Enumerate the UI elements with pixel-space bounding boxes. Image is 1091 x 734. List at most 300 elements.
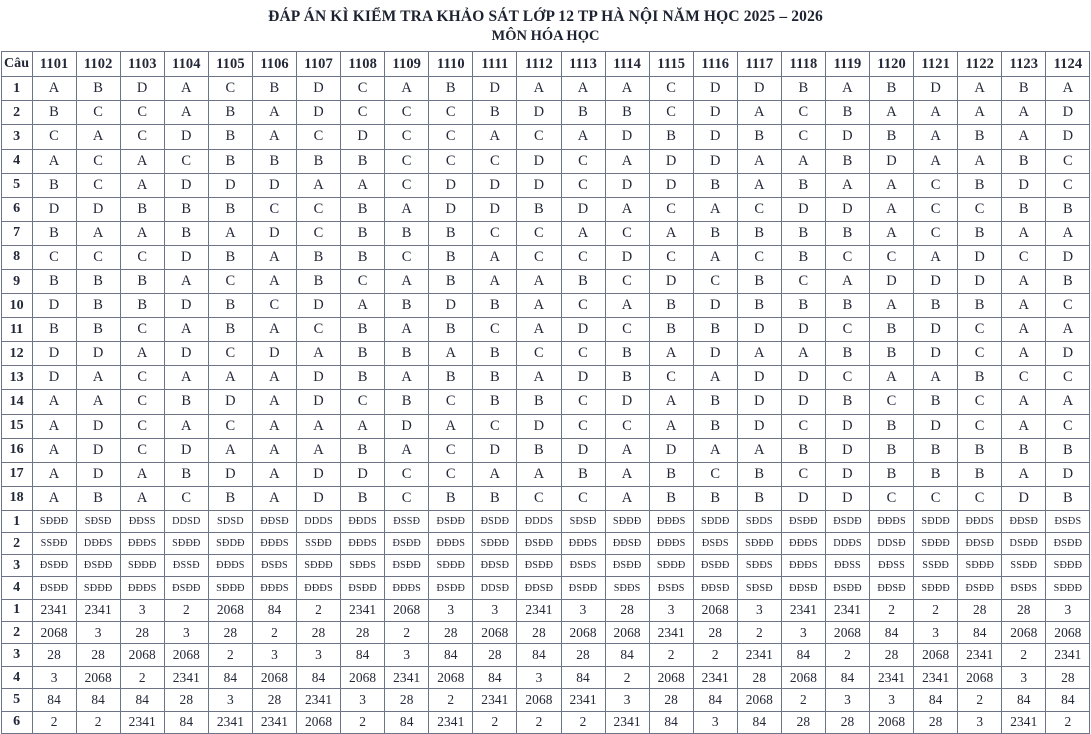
answer-cell-number: 2 bbox=[781, 689, 825, 711]
table-body-multiple-choice bbox=[1, 77, 1090, 511]
answer-cell-number: 2341 bbox=[429, 711, 473, 733]
answer-cell-truefalse: ĐĐĐS bbox=[781, 555, 825, 577]
answer-cell-letter: D bbox=[517, 414, 561, 438]
answer-cell-number: 3 bbox=[605, 689, 649, 711]
answer-cell-letter: D bbox=[605, 390, 649, 414]
answer-cell-number: 2 bbox=[252, 622, 296, 644]
row-number: 1 bbox=[1, 77, 32, 101]
answer-cell-letter: B bbox=[341, 197, 385, 221]
answer-cell-number: 2 bbox=[958, 689, 1002, 711]
answer-cell-letter: C bbox=[605, 318, 649, 342]
answer-cell-letter: A bbox=[914, 101, 958, 125]
answer-cell-number: 28 bbox=[693, 622, 737, 644]
answer-cell-letter: B bbox=[120, 269, 164, 293]
answer-cell-letter: B bbox=[781, 77, 825, 101]
answer-cell-letter: C bbox=[429, 462, 473, 486]
table-row bbox=[1, 622, 1090, 644]
row-number: 4 bbox=[1, 577, 32, 599]
answer-cell-letter: A bbox=[252, 438, 296, 462]
answer-cell-number: 3 bbox=[385, 644, 429, 666]
answer-cell-letter: C bbox=[120, 245, 164, 269]
answer-cell-truefalse: ĐDDS bbox=[517, 510, 561, 532]
answer-cell-truefalse: SĐĐS bbox=[737, 555, 781, 577]
answer-cell-letter: A bbox=[1002, 294, 1046, 318]
answer-key-table bbox=[1, 51, 1091, 734]
answer-cell-number: 2341 bbox=[120, 711, 164, 733]
answer-cell-number: 2 bbox=[914, 599, 958, 621]
answer-cell-letter: A bbox=[341, 414, 385, 438]
answer-cell-letter: A bbox=[297, 342, 341, 366]
answer-cell-letter: C bbox=[120, 101, 164, 125]
answer-cell-truefalse: SĐĐĐ bbox=[737, 533, 781, 555]
row-number: 14 bbox=[1, 390, 32, 414]
answer-cell-letter: A bbox=[517, 462, 561, 486]
answer-cell-letter: B bbox=[781, 173, 825, 197]
answer-cell-number: 3 bbox=[473, 599, 517, 621]
answer-cell-letter: B bbox=[561, 269, 605, 293]
answer-cell-letter: B bbox=[164, 221, 208, 245]
answer-cell-truefalse: SĐĐĐ bbox=[76, 577, 120, 599]
answer-cell-letter: D bbox=[164, 173, 208, 197]
answer-cell-number: 84 bbox=[341, 644, 385, 666]
answer-cell-letter: D bbox=[649, 438, 693, 462]
header-cell-exam-code: 1114 bbox=[605, 52, 649, 77]
answer-cell-letter: D bbox=[958, 245, 1002, 269]
answer-cell-letter: A bbox=[958, 77, 1002, 101]
answer-cell-letter: A bbox=[737, 149, 781, 173]
answer-cell-letter: A bbox=[297, 173, 341, 197]
answer-cell-truefalse: SĐĐĐ bbox=[1046, 577, 1090, 599]
answer-cell-truefalse: ĐĐĐS bbox=[252, 577, 296, 599]
answer-cell-letter: A bbox=[120, 342, 164, 366]
answer-cell-letter: B bbox=[76, 486, 120, 510]
answer-cell-letter: A bbox=[252, 245, 296, 269]
answer-cell-number: 2 bbox=[32, 711, 76, 733]
row-number: 2 bbox=[1, 622, 32, 644]
answer-cell-truefalse: ĐSĐĐ bbox=[32, 577, 76, 599]
answer-cell-truefalse: ĐSĐĐ bbox=[32, 555, 76, 577]
answer-cell-letter: C bbox=[1046, 414, 1090, 438]
answer-cell-letter: C bbox=[649, 77, 693, 101]
answer-cell-letter: B bbox=[429, 269, 473, 293]
answer-cell-number: 2341 bbox=[385, 666, 429, 688]
answer-cell-truefalse: DDĐS bbox=[825, 533, 869, 555]
answer-cell-letter: B bbox=[429, 486, 473, 510]
answer-cell-letter: C bbox=[385, 173, 429, 197]
answer-cell-letter: C bbox=[517, 221, 561, 245]
answer-cell-number: 2068 bbox=[649, 666, 693, 688]
answer-cell-letter: B bbox=[32, 173, 76, 197]
answer-cell-number: 28 bbox=[825, 711, 869, 733]
answer-cell-letter: A bbox=[341, 173, 385, 197]
answer-cell-letter: B bbox=[693, 414, 737, 438]
answer-cell-letter: B bbox=[914, 462, 958, 486]
header-cell-exam-code: 1109 bbox=[385, 52, 429, 77]
answer-cell-number: 84 bbox=[870, 622, 914, 644]
answer-cell-letter: A bbox=[164, 414, 208, 438]
answer-cell-number: 2 bbox=[649, 644, 693, 666]
answer-cell-truefalse: SSĐĐ bbox=[914, 555, 958, 577]
answer-cell-letter: D bbox=[1046, 125, 1090, 149]
header-row bbox=[1, 52, 1090, 77]
answer-cell-letter: D bbox=[561, 438, 605, 462]
answer-cell-letter: D bbox=[76, 197, 120, 221]
answer-cell-number: 2068 bbox=[825, 622, 869, 644]
answer-cell-letter: D bbox=[517, 149, 561, 173]
answer-cell-truefalse: ĐSĐS bbox=[561, 555, 605, 577]
answer-cell-letter: C bbox=[297, 318, 341, 342]
answer-cell-number: 2068 bbox=[693, 599, 737, 621]
answer-cell-truefalse: ĐSĐĐ bbox=[429, 510, 473, 532]
answer-cell-letter: D bbox=[914, 414, 958, 438]
answer-cell-letter: B bbox=[958, 125, 1002, 149]
answer-cell-letter: A bbox=[429, 342, 473, 366]
answer-cell-number: 2068 bbox=[561, 622, 605, 644]
answer-cell-number: 2 bbox=[76, 711, 120, 733]
table-row bbox=[1, 599, 1090, 621]
answer-cell-truefalse: ĐSĐĐ bbox=[605, 555, 649, 577]
answer-cell-letter: A bbox=[781, 149, 825, 173]
row-number: 12 bbox=[1, 342, 32, 366]
row-number: 9 bbox=[1, 269, 32, 293]
answer-cell-letter: A bbox=[737, 438, 781, 462]
answer-cell-letter: D bbox=[297, 77, 341, 101]
answer-cell-number: 2068 bbox=[914, 644, 958, 666]
answer-cell-number: 2068 bbox=[385, 599, 429, 621]
answer-cell-letter: B bbox=[76, 318, 120, 342]
answer-cell-letter: A bbox=[870, 294, 914, 318]
answer-cell-letter: A bbox=[120, 462, 164, 486]
header-cell-exam-code: 1106 bbox=[252, 52, 296, 77]
header-cell-exam-code: 1117 bbox=[737, 52, 781, 77]
answer-cell-letter: B bbox=[208, 101, 252, 125]
answer-cell-number: 28 bbox=[958, 599, 1002, 621]
answer-cell-number: 2068 bbox=[120, 644, 164, 666]
answer-cell-letter: A bbox=[517, 77, 561, 101]
table-row bbox=[1, 221, 1090, 245]
answer-cell-letter: B bbox=[208, 245, 252, 269]
answer-cell-number: 28 bbox=[561, 644, 605, 666]
row-number: 6 bbox=[1, 197, 32, 221]
answer-cell-letter: B bbox=[32, 221, 76, 245]
answer-cell-number: 28 bbox=[385, 689, 429, 711]
answer-cell-letter: A bbox=[1002, 414, 1046, 438]
answer-cell-letter: C bbox=[605, 414, 649, 438]
table-row bbox=[1, 101, 1090, 125]
answer-cell-letter: C bbox=[1046, 173, 1090, 197]
answer-cell-number: 84 bbox=[1002, 689, 1046, 711]
answer-cell-letter: A bbox=[517, 366, 561, 390]
answer-cell-letter: D bbox=[649, 173, 693, 197]
answer-cell-letter: D bbox=[693, 342, 737, 366]
answer-cell-letter: A bbox=[76, 390, 120, 414]
answer-cell-truefalse: ĐĐSĐ bbox=[781, 577, 825, 599]
row-number: 4 bbox=[1, 149, 32, 173]
answer-cell-letter: B bbox=[32, 269, 76, 293]
answer-cell-letter: B bbox=[693, 173, 737, 197]
answer-cell-letter: D bbox=[693, 101, 737, 125]
answer-cell-letter: D bbox=[76, 438, 120, 462]
answer-cell-truefalse: ĐĐSĐ bbox=[1002, 510, 1046, 532]
answer-cell-number: 2341 bbox=[958, 644, 1002, 666]
answer-cell-letter: A bbox=[649, 221, 693, 245]
answer-cell-letter: B bbox=[781, 294, 825, 318]
answer-cell-letter: C bbox=[561, 173, 605, 197]
answer-cell-letter: D bbox=[32, 294, 76, 318]
answer-cell-letter: C bbox=[958, 486, 1002, 510]
answer-cell-number: 2068 bbox=[164, 644, 208, 666]
answer-cell-number: 2068 bbox=[76, 666, 120, 688]
answer-cell-letter: D bbox=[429, 294, 473, 318]
answer-cell-letter: B bbox=[825, 294, 869, 318]
answer-cell-letter: A bbox=[517, 269, 561, 293]
answer-cell-letter: C bbox=[473, 318, 517, 342]
answer-cell-number: 84 bbox=[693, 689, 737, 711]
header-cell-exam-code: 1124 bbox=[1046, 52, 1090, 77]
answer-cell-letter: D bbox=[737, 366, 781, 390]
answer-cell-number: 3 bbox=[32, 666, 76, 688]
answer-cell-letter: A bbox=[914, 149, 958, 173]
answer-cell-letter: C bbox=[1046, 149, 1090, 173]
answer-cell-letter: B bbox=[870, 125, 914, 149]
answer-cell-truefalse: ĐSĐS bbox=[1046, 510, 1090, 532]
answer-cell-number: 2341 bbox=[517, 599, 561, 621]
row-number: 13 bbox=[1, 366, 32, 390]
answer-cell-letter: D bbox=[473, 173, 517, 197]
answer-cell-letter: A bbox=[649, 342, 693, 366]
answer-cell-letter: D bbox=[781, 366, 825, 390]
answer-cell-letter: B bbox=[473, 294, 517, 318]
answer-cell-number: 2 bbox=[693, 644, 737, 666]
answer-cell-letter: D bbox=[561, 366, 605, 390]
answer-cell-letter: B bbox=[605, 101, 649, 125]
table-row bbox=[1, 555, 1090, 577]
answer-cell-letter: B bbox=[517, 390, 561, 414]
header-cell-exam-code: 1102 bbox=[76, 52, 120, 77]
answer-cell-letter: C bbox=[341, 77, 385, 101]
answer-cell-truefalse: ĐĐĐS bbox=[385, 577, 429, 599]
answer-cell-letter: A bbox=[693, 438, 737, 462]
answer-cell-letter: B bbox=[208, 318, 252, 342]
answer-cell-letter: D bbox=[76, 414, 120, 438]
answer-cell-letter: D bbox=[693, 125, 737, 149]
answer-cell-letter: D bbox=[164, 294, 208, 318]
answer-cell-number: 2 bbox=[605, 666, 649, 688]
row-number: 5 bbox=[1, 689, 32, 711]
header-cell-exam-code: 1123 bbox=[1002, 52, 1046, 77]
answer-cell-number: 84 bbox=[429, 644, 473, 666]
answer-cell-letter: A bbox=[76, 366, 120, 390]
answer-cell-letter: B bbox=[781, 438, 825, 462]
answer-cell-number: 84 bbox=[958, 622, 1002, 644]
answer-cell-truefalse: DSĐĐ bbox=[1002, 533, 1046, 555]
answer-cell-number: 3 bbox=[870, 689, 914, 711]
answer-cell-letter: C bbox=[385, 245, 429, 269]
answer-cell-letter: B bbox=[473, 366, 517, 390]
answer-cell-letter: D bbox=[737, 77, 781, 101]
answer-cell-number: 28 bbox=[870, 644, 914, 666]
answer-cell-letter: B bbox=[429, 77, 473, 101]
answer-cell-letter: C bbox=[825, 366, 869, 390]
answer-cell-letter: A bbox=[252, 269, 296, 293]
answer-cell-truefalse: SĐĐĐ bbox=[164, 533, 208, 555]
answer-cell-letter: B bbox=[605, 366, 649, 390]
answer-cell-letter: D bbox=[693, 294, 737, 318]
answer-cell-letter: B bbox=[693, 486, 737, 510]
answer-cell-letter: B bbox=[385, 390, 429, 414]
header-cell-exam-code: 1112 bbox=[517, 52, 561, 77]
answer-cell-letter: D bbox=[252, 173, 296, 197]
answer-cell-number: 84 bbox=[914, 689, 958, 711]
answer-cell-letter: B bbox=[781, 245, 825, 269]
answer-cell-number: 3 bbox=[958, 711, 1002, 733]
answer-cell-letter: B bbox=[958, 221, 1002, 245]
answer-cell-letter: D bbox=[32, 342, 76, 366]
answer-cell-letter: A bbox=[385, 197, 429, 221]
answer-cell-number: 2 bbox=[120, 666, 164, 688]
answer-cell-letter: D bbox=[164, 438, 208, 462]
answer-cell-number: 84 bbox=[208, 666, 252, 688]
answer-cell-letter: A bbox=[32, 438, 76, 462]
answer-cell-letter: A bbox=[252, 462, 296, 486]
answer-cell-letter: B bbox=[958, 366, 1002, 390]
answer-cell-truefalse: DDSD bbox=[164, 510, 208, 532]
answer-cell-letter: A bbox=[561, 125, 605, 149]
answer-cell-letter: B bbox=[297, 269, 341, 293]
answer-cell-letter: B bbox=[341, 438, 385, 462]
answer-cell-letter: B bbox=[870, 414, 914, 438]
answer-cell-letter: A bbox=[781, 342, 825, 366]
answer-cell-letter: D bbox=[429, 173, 473, 197]
answer-cell-letter: C bbox=[958, 390, 1002, 414]
answer-cell-number: 2068 bbox=[473, 622, 517, 644]
answer-cell-letter: C bbox=[473, 221, 517, 245]
answer-cell-letter: B bbox=[561, 101, 605, 125]
header-cell-exam-code: 1119 bbox=[825, 52, 869, 77]
answer-cell-letter: D bbox=[825, 414, 869, 438]
answer-cell-letter: D bbox=[297, 486, 341, 510]
answer-cell-letter: B bbox=[76, 269, 120, 293]
answer-cell-letter: B bbox=[958, 173, 1002, 197]
answer-cell-truefalse: DDSĐ bbox=[870, 533, 914, 555]
answer-cell-letter: C bbox=[561, 342, 605, 366]
table-row bbox=[1, 294, 1090, 318]
answer-cell-letter: D bbox=[76, 342, 120, 366]
answer-cell-letter: B bbox=[870, 77, 914, 101]
table-row bbox=[1, 486, 1090, 510]
answer-cell-truefalse: ĐĐSĐ bbox=[605, 533, 649, 555]
answer-cell-letter: A bbox=[605, 438, 649, 462]
answer-cell-number: 3 bbox=[120, 599, 164, 621]
answer-cell-letter: C bbox=[649, 366, 693, 390]
answer-cell-truefalse: ĐĐSĐ bbox=[870, 577, 914, 599]
answer-cell-number: 3 bbox=[341, 689, 385, 711]
answer-cell-letter: C bbox=[561, 294, 605, 318]
answer-cell-letter: D bbox=[605, 245, 649, 269]
answer-cell-letter: D bbox=[781, 318, 825, 342]
answer-cell-letter: C bbox=[120, 414, 164, 438]
answer-cell-letter: B bbox=[870, 462, 914, 486]
answer-cell-number: 3 bbox=[737, 599, 781, 621]
answer-cell-letter: B bbox=[252, 149, 296, 173]
table-row bbox=[1, 577, 1090, 599]
answer-cell-number: 28 bbox=[32, 644, 76, 666]
answer-cell-letter: D bbox=[252, 221, 296, 245]
answer-cell-letter: B bbox=[870, 318, 914, 342]
answer-cell-letter: D bbox=[825, 462, 869, 486]
answer-cell-letter: B bbox=[385, 342, 429, 366]
answer-cell-number: 84 bbox=[1046, 689, 1090, 711]
answer-cell-truefalse: SĐSĐ bbox=[561, 510, 605, 532]
title-block bbox=[0, 0, 1091, 46]
answer-cell-letter: A bbox=[1002, 462, 1046, 486]
answer-cell-letter: A bbox=[341, 294, 385, 318]
answer-cell-letter: B bbox=[341, 221, 385, 245]
answer-cell-truefalse: ĐSĐĐ bbox=[781, 510, 825, 532]
answer-cell-number: 2 bbox=[208, 644, 252, 666]
answer-cell-letter: A bbox=[605, 77, 649, 101]
header-cell-cau: Câu bbox=[1, 52, 32, 77]
answer-cell-letter: B bbox=[649, 318, 693, 342]
answer-cell-letter: B bbox=[208, 486, 252, 510]
answer-cell-letter: B bbox=[517, 197, 561, 221]
answer-cell-letter: D bbox=[473, 438, 517, 462]
row-number: 16 bbox=[1, 438, 32, 462]
answer-cell-number: 28 bbox=[914, 711, 958, 733]
answer-cell-letter: C bbox=[208, 414, 252, 438]
answer-cell-letter: D bbox=[429, 197, 473, 221]
answer-cell-truefalse: ĐSĐĐ bbox=[958, 577, 1002, 599]
answer-cell-letter: A bbox=[870, 101, 914, 125]
answer-cell-letter: C bbox=[781, 125, 825, 149]
answer-cell-letter: C bbox=[429, 390, 473, 414]
answer-cell-letter: D bbox=[341, 125, 385, 149]
answer-cell-letter: C bbox=[649, 197, 693, 221]
answer-cell-letter: D bbox=[605, 173, 649, 197]
answer-cell-number: 3 bbox=[429, 599, 473, 621]
answer-cell-letter: C bbox=[1046, 366, 1090, 390]
answer-cell-number: 84 bbox=[76, 689, 120, 711]
answer-cell-letter: D bbox=[870, 269, 914, 293]
answer-cell-letter: B bbox=[341, 342, 385, 366]
page-subtitle: MÔN HÓA HỌC bbox=[491, 28, 600, 45]
answer-cell-letter: C bbox=[561, 390, 605, 414]
table-body-true-false bbox=[1, 510, 1090, 599]
answer-cell-letter: B bbox=[76, 77, 120, 101]
answer-cell-number: 2341 bbox=[693, 666, 737, 688]
answer-cell-number: 2341 bbox=[32, 599, 76, 621]
answer-cell-truefalse: SĐSĐ bbox=[737, 577, 781, 599]
answer-cell-number: 2341 bbox=[473, 689, 517, 711]
answer-cell-letter: A bbox=[914, 125, 958, 149]
answer-cell-letter: B bbox=[737, 486, 781, 510]
header-cell-exam-code: 1121 bbox=[914, 52, 958, 77]
answer-cell-letter: B bbox=[164, 390, 208, 414]
answer-cell-truefalse: ĐSĐĐ bbox=[385, 555, 429, 577]
answer-cell-letter: B bbox=[958, 462, 1002, 486]
answer-cell-letter: B bbox=[825, 221, 869, 245]
answer-cell-letter: A bbox=[517, 318, 561, 342]
answer-cell-letter: A bbox=[605, 462, 649, 486]
answer-cell-letter: A bbox=[958, 101, 1002, 125]
answer-cell-number: 2 bbox=[561, 711, 605, 733]
answer-cell-letter: D bbox=[32, 366, 76, 390]
answer-cell-letter: A bbox=[1002, 342, 1046, 366]
answer-cell-number: 28 bbox=[297, 622, 341, 644]
header-cell-exam-code: 1104 bbox=[164, 52, 208, 77]
answer-cell-letter: B bbox=[1002, 149, 1046, 173]
answer-cell-letter: A bbox=[1002, 269, 1046, 293]
